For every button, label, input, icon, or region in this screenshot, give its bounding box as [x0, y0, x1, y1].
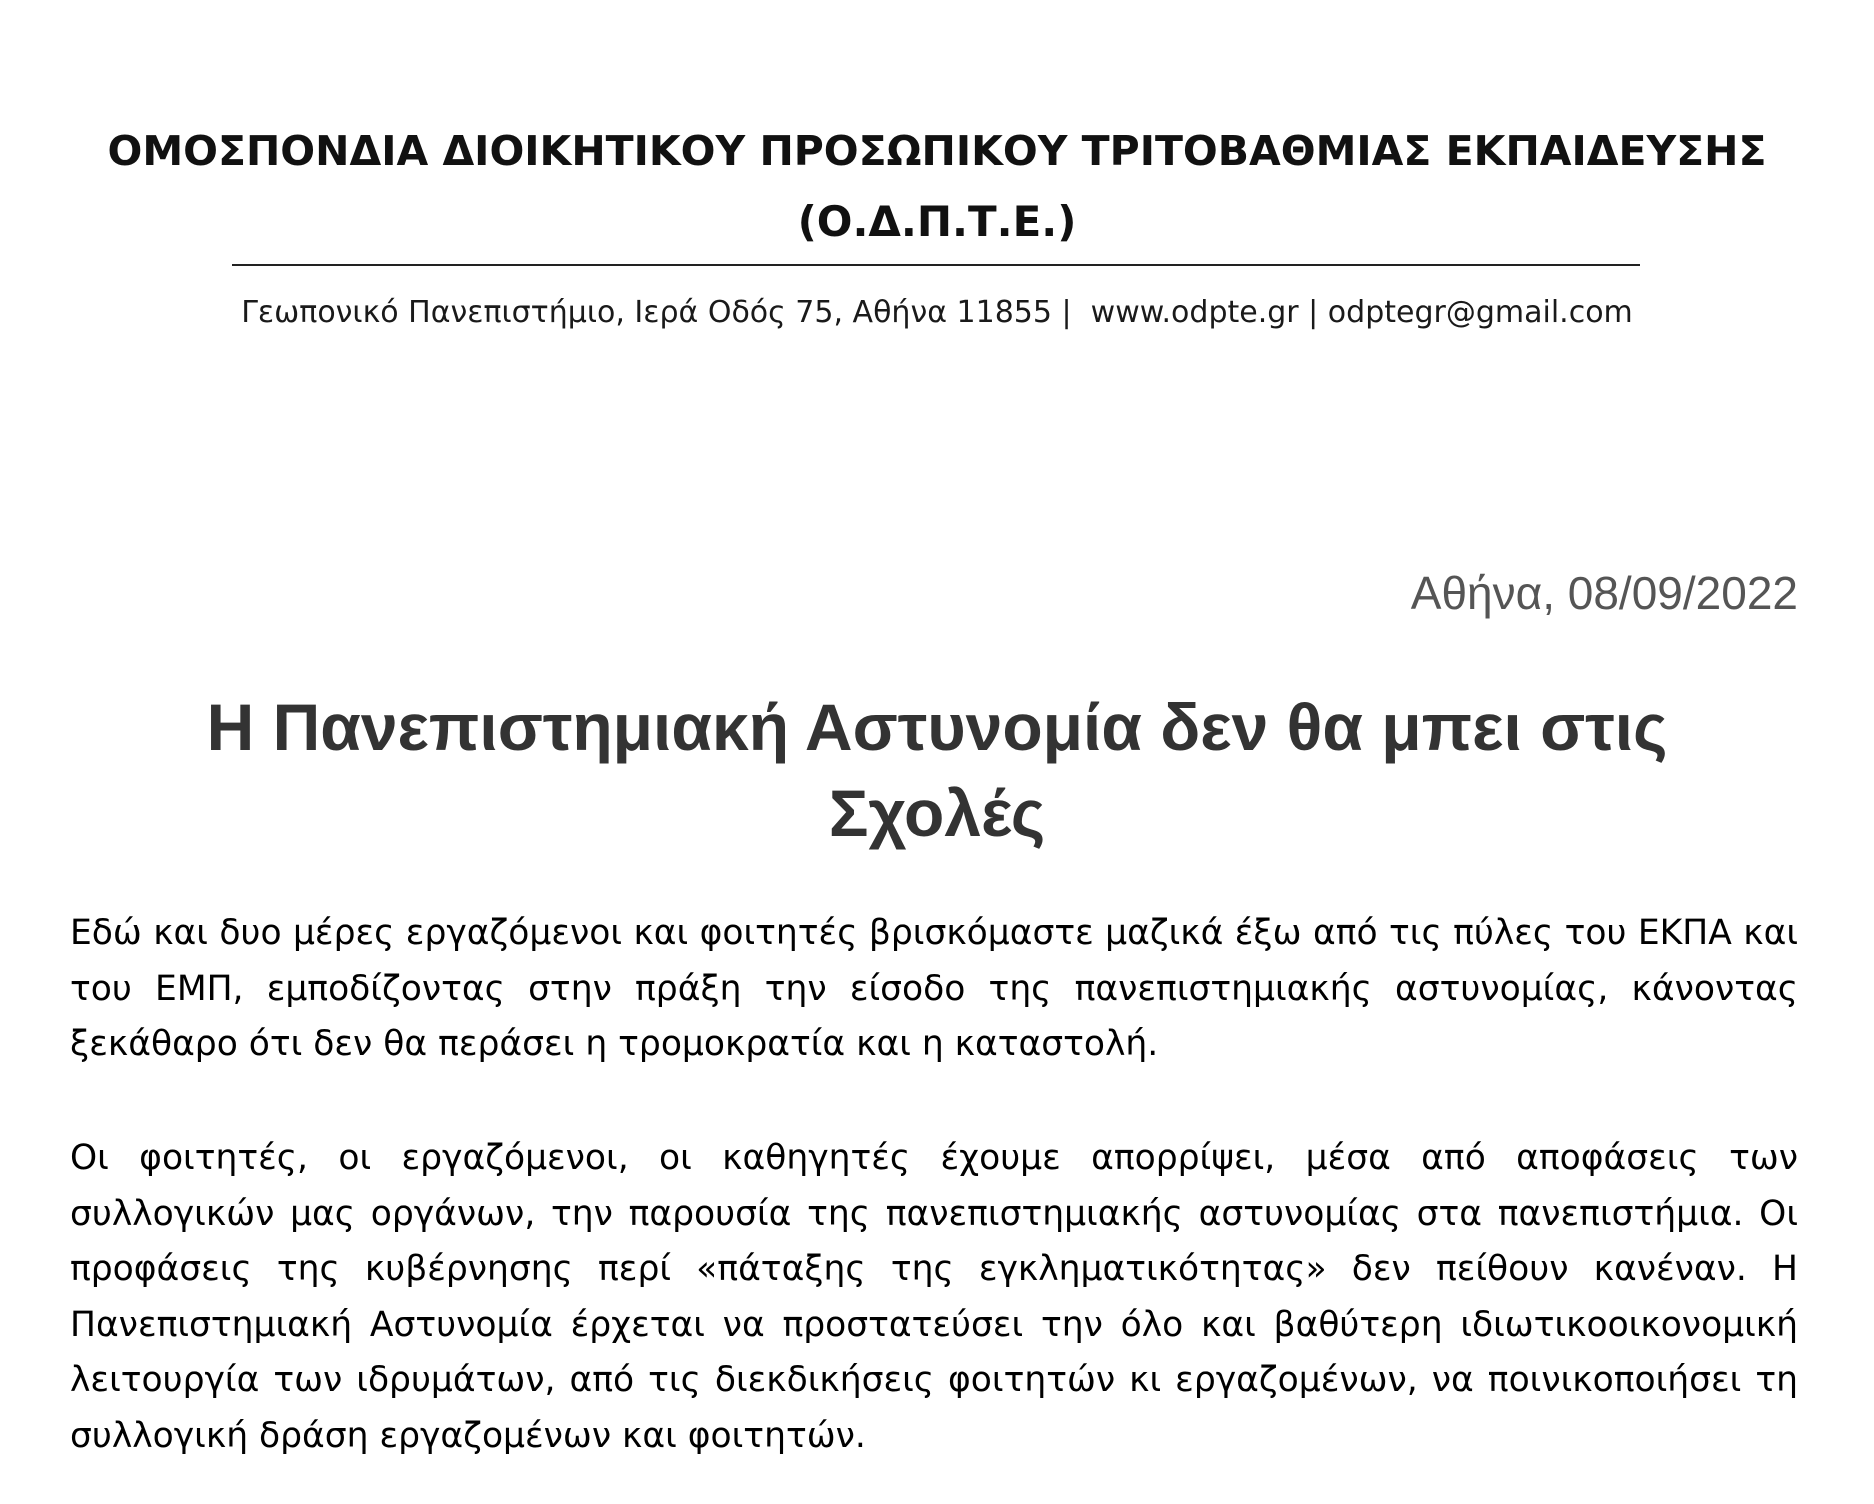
- organization-name: ΟΜΟΣΠΟΝΔΙΑ ΔΙΟΙΚΗΤΙΚΟΥ ΠΡΟΣΩΠΙΚΟΥ ΤΡΙΤΟΒΑΘΜΙΑΣ ΕΚΠΑΙΔΕΥΣΗΣ: [107, 127, 1767, 175]
- organization-abbreviation: (Ο.Δ.Π.Τ.Ε.): [797, 197, 1077, 246]
- document-date: Αθήνα, 08/09/2022: [1410, 567, 1798, 619]
- header-divider: [232, 264, 1640, 266]
- document-title: Η Πανεπιστημιακή Αστυνομία δεν θα μπει στις Σχολές: [206, 690, 1668, 850]
- body-paragraph-1: Εδώ και δυο μέρες εργαζόμενοι και φοιτητές βρισκόμαστε μαζικά έξω από τις πύλες του ΕΚΠΑ και του ΕΜΠ, εμποδίζοντας στην πράξη την είσοδο της πανεπιστημιακής αστυνομίας, κάνοντας ξεκάθαρο ότι δεν θα περάσει η τρομοκρατία και η καταστολή.: [70, 913, 1798, 1064]
- contact-info: Γεωπονικό Πανεπιστήμιο, Ιερά Οδός 75, Αθήνα 11855 | www.odpte.gr | odptegr@gmail.com: [241, 295, 1633, 330]
- body-paragraph-2: Οι φοιτητές, οι εργαζόμενοι, οι καθηγητές έχουμε απορρίψει, μέσα από αποφάσεις των συλλογικών μας οργάνων, την παρουσία της πανεπιστημιακής αστυνομίας στα πανεπιστήμια. Οι προφάσεις της κυβέρνησης περί «πάταξης της εγκληματικότητας» δεν πείθουν κανέναν. Η Πανεπιστημιακή Αστυνομία έρχεται να προστατεύσει την όλο και βαθύτερη ιδιωτικοοικονομική λειτουργία των ιδρυμάτων, από τις διεκδικήσεις φοιτητών κι εργαζομένων, να ποινικοποιήσει τη συλλογική δράση εργαζομένων και φοιτητών.: [70, 1138, 1798, 1456]
